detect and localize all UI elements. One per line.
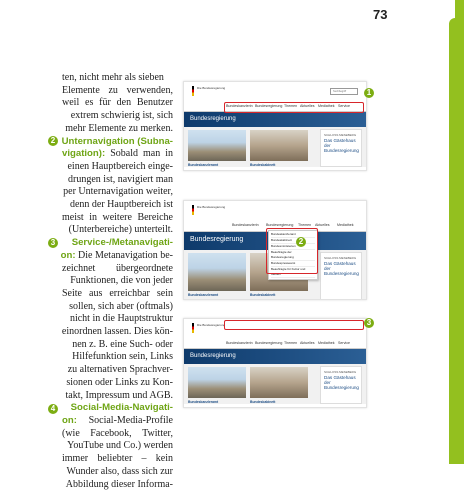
text-line: [62, 85, 173, 98]
edge-color-bar: [455, 0, 464, 464]
text-line: [62, 313, 173, 326]
flag-logo-icon: [192, 205, 194, 215]
teaser-caption: Bundeskabinett: [250, 163, 275, 167]
subnav-item[interactable]: Beauftragte der Bundesregierung: [271, 250, 315, 261]
text-word: Elemente: [62, 85, 100, 98]
text-word: Hilfefunktion sein, Links: [72, 351, 173, 364]
text-line: [62, 466, 173, 479]
text-word: Wunder also, dass sich zur: [66, 466, 173, 479]
text-line: [62, 97, 173, 110]
nav-item[interactable]: Bundesregierung: [255, 104, 282, 108]
text-word: Facebook,: [90, 428, 131, 441]
teaser-caption: Bundeskabinett: [250, 293, 275, 297]
site-content: [184, 127, 366, 167]
text-word: mehr Elemente zu merken.: [65, 123, 173, 136]
text-line: [62, 390, 173, 403]
nav-item[interactable]: Service: [338, 341, 350, 345]
nav-item[interactable]: Aktuelles: [300, 104, 315, 108]
teaser-caption: Bundeskanzleramt: [188, 293, 218, 297]
nav-item[interactable]: Themen: [284, 341, 297, 345]
banner-title: Bundesregierung: [190, 236, 243, 243]
text-word: vigation):: [62, 148, 105, 161]
text-word: Benutzer: [137, 97, 173, 110]
bullet-2: 2: [48, 136, 58, 146]
banner-title: Bundesregierung: [190, 116, 236, 122]
site-header: [184, 201, 366, 221]
text-word: weitere: [102, 212, 131, 225]
marker-2: 2: [296, 237, 306, 247]
body-text-column: [62, 72, 173, 491]
text-word: Twitter,: [142, 428, 173, 441]
text-word: einordnen lassen. Dies kön-: [62, 326, 173, 339]
search-input[interactable]: Suchbegriff: [330, 88, 358, 95]
teaser-box: [320, 366, 362, 404]
nav-item[interactable]: Aktuelles: [300, 341, 315, 345]
text-word: immer: [62, 453, 88, 466]
text-word: in: [89, 212, 97, 225]
subnav-item[interactable]: Beauftragte für Kultur und Medien: [271, 267, 315, 278]
text-word: Bereiche: [137, 212, 173, 225]
text-line: [62, 174, 173, 187]
body-text: Die Metanavigation be-: [76, 250, 173, 261]
text-line: [62, 136, 173, 149]
text-line: [62, 479, 173, 491]
site-content: [184, 364, 366, 404]
site-logo-text: Die Bundesregierung: [197, 206, 225, 210]
text-line: [62, 351, 173, 364]
nav-item[interactable]: Aktuelles: [315, 223, 330, 227]
text-line: [62, 263, 173, 276]
text-word: man: [143, 148, 160, 161]
flag-logo-icon: [192, 86, 194, 96]
text-word: –: [142, 453, 147, 466]
teaser-caption: Bundeskabinett: [250, 400, 275, 404]
text-line: [62, 250, 173, 263]
text-line: [62, 275, 173, 288]
main-nav: [184, 339, 366, 349]
text-word: erreichbar: [109, 288, 150, 301]
text-line: [62, 402, 173, 415]
site-logo-text: Die Bundesregierung: [197, 87, 225, 91]
text-line: [62, 326, 173, 339]
text-line: [62, 186, 173, 199]
building-photo: [188, 367, 246, 398]
nav-item[interactable]: Bundeskanzlerin: [232, 223, 259, 227]
text-line: [62, 339, 173, 352]
nav-item[interactable]: Bundeskanzlerin: [226, 104, 253, 108]
marker-3: 3: [364, 318, 374, 328]
nav-item[interactable]: Service: [338, 104, 350, 108]
nav-item[interactable]: Bundeskanzlerin: [226, 341, 253, 345]
nav-item[interactable]: Mediathek: [337, 223, 354, 227]
screenshot-2: [183, 200, 367, 300]
site-banner: [184, 112, 366, 127]
highlight-meta-nav: [224, 320, 364, 330]
nav-item[interactable]: Mediathek: [318, 104, 335, 108]
text-line: [62, 199, 173, 212]
subnav-item[interactable]: Bundeskanzleramt: [271, 232, 315, 238]
text-line: [62, 288, 173, 301]
site-banner: [184, 349, 366, 364]
text-word: drungen ist, navigiert man: [68, 174, 173, 187]
text-line: [62, 212, 173, 225]
text-word: ten, nicht mehr als sieben: [62, 72, 164, 85]
teaser-caption: Bundeskanzleramt: [188, 400, 218, 404]
text-line: [62, 237, 173, 250]
text-word: den: [117, 97, 131, 110]
text-word: aus: [89, 288, 102, 301]
text-word: zu: [108, 85, 117, 98]
text-word: verwenden,: [127, 85, 173, 98]
text-word: einen Hauptbereich einge-: [67, 161, 173, 174]
text-word: nicht in die Hauptstruktur: [70, 313, 173, 326]
text-word: per Unternavigation weiter,: [63, 186, 173, 199]
text-word: weil: [62, 97, 79, 110]
text-word: Abbildung dieser Informa-: [66, 479, 173, 491]
text-word: es: [85, 97, 93, 110]
text-word: zu alternativen Sprachver-: [68, 364, 173, 377]
text-line: [62, 123, 173, 136]
teaser-kicker: SCHLOSS MESEBERG: [324, 370, 356, 374]
text-line: [62, 440, 173, 453]
teaser-box: [320, 129, 362, 167]
text-line: [62, 161, 173, 174]
screenshot-1: [183, 81, 367, 171]
text-line: [62, 364, 173, 377]
bullet-3: 3: [48, 238, 58, 248]
text-word: sollen, sich aber (oftmals): [69, 301, 173, 314]
nav-item[interactable]: Themen: [284, 104, 297, 108]
text-word: übergeordnete: [116, 263, 173, 276]
text-word: Service-/Metanavigati-: [72, 237, 173, 250]
nav-item[interactable]: Themen: [298, 223, 311, 227]
text-word: takt, Impressum und AGB.: [66, 390, 174, 403]
text-word: denn der Hauptbereich ist: [70, 199, 173, 212]
teaser-kicker: SCHLOSS MESEBERG: [324, 133, 356, 137]
text-word: [61, 250, 173, 263]
teaser-box: [320, 252, 362, 300]
text-word: extrem schwierig ist, sich: [71, 110, 173, 123]
text-word: YouTube und Co.) werden: [67, 440, 173, 453]
text-word: Funktionen, die von jeder: [70, 275, 173, 288]
text-word: zeichnet: [62, 263, 95, 276]
text-word: beliebter: [97, 453, 132, 466]
text-line: [62, 72, 173, 85]
teaser-kicker: SCHLOSS MESEBERG: [324, 256, 356, 260]
text-word: sein: [157, 288, 173, 301]
text-word: kein: [156, 453, 173, 466]
screenshot-3: [183, 318, 367, 408]
page-number: 73: [373, 7, 387, 22]
subnav-item[interactable]: Bundespresseamt: [271, 261, 315, 267]
text-line: [62, 148, 173, 161]
text-line: [62, 301, 173, 314]
building-photo: [188, 130, 246, 161]
text-line: [62, 224, 173, 237]
nav-item[interactable]: Bundesregierung: [266, 223, 293, 227]
text-word: Sobald: [110, 148, 138, 161]
text-word: meist: [62, 212, 84, 225]
heading-text: on:: [61, 250, 76, 261]
text-word: (wie: [62, 428, 80, 441]
text-word: Unternavigation (Subna-: [62, 136, 173, 149]
cabinet-photo: [250, 130, 308, 161]
marker-1: 1: [364, 88, 374, 98]
text-word: nen z. B. eine Such- oder: [72, 339, 173, 352]
site-logo-text: Die Bundesregierung: [197, 324, 225, 328]
text-word: Social-Media-Profile: [89, 415, 173, 428]
building-photo: [188, 253, 246, 291]
teaser-title: Das Gästehaus der Bundesregierung: [324, 261, 361, 276]
banner-title: Bundesregierung: [190, 353, 236, 359]
text-line: [62, 428, 173, 441]
bullet-4: 4: [48, 404, 58, 414]
teaser-title: Das Gästehaus der Bundesregierung: [324, 138, 361, 153]
text-word: sionen oder Links zu Kon-: [66, 377, 173, 390]
edge-color-tab: [449, 18, 455, 464]
text-word: in: [165, 148, 173, 161]
text-word: on:: [62, 415, 77, 428]
flag-logo-icon: [192, 323, 194, 333]
text-line: [62, 415, 173, 428]
text-line: [62, 110, 173, 123]
teaser-caption: Bundeskanzleramt: [188, 163, 218, 167]
nav-item[interactable]: Mediathek: [318, 341, 335, 345]
subnav-item[interactable]: Bundesministerien: [271, 244, 315, 250]
text-word: für: [99, 97, 111, 110]
text-word: Social-Media-Navigati-: [71, 402, 173, 415]
nav-item[interactable]: Bundesregierung: [255, 341, 282, 345]
highlight-main-nav: [224, 102, 364, 113]
text-word: Seite: [62, 288, 82, 301]
subnav-item[interactable]: Bundeskabinett: [271, 238, 315, 244]
highlight-subnav: [266, 228, 318, 274]
text-word: (Unterbereiche) unterteilt.: [69, 224, 173, 237]
cabinet-photo: [250, 367, 308, 398]
teaser-title: Das Gästehaus der Bundesregierung: [324, 375, 361, 390]
text-line: [62, 377, 173, 390]
site-header: [184, 82, 366, 102]
